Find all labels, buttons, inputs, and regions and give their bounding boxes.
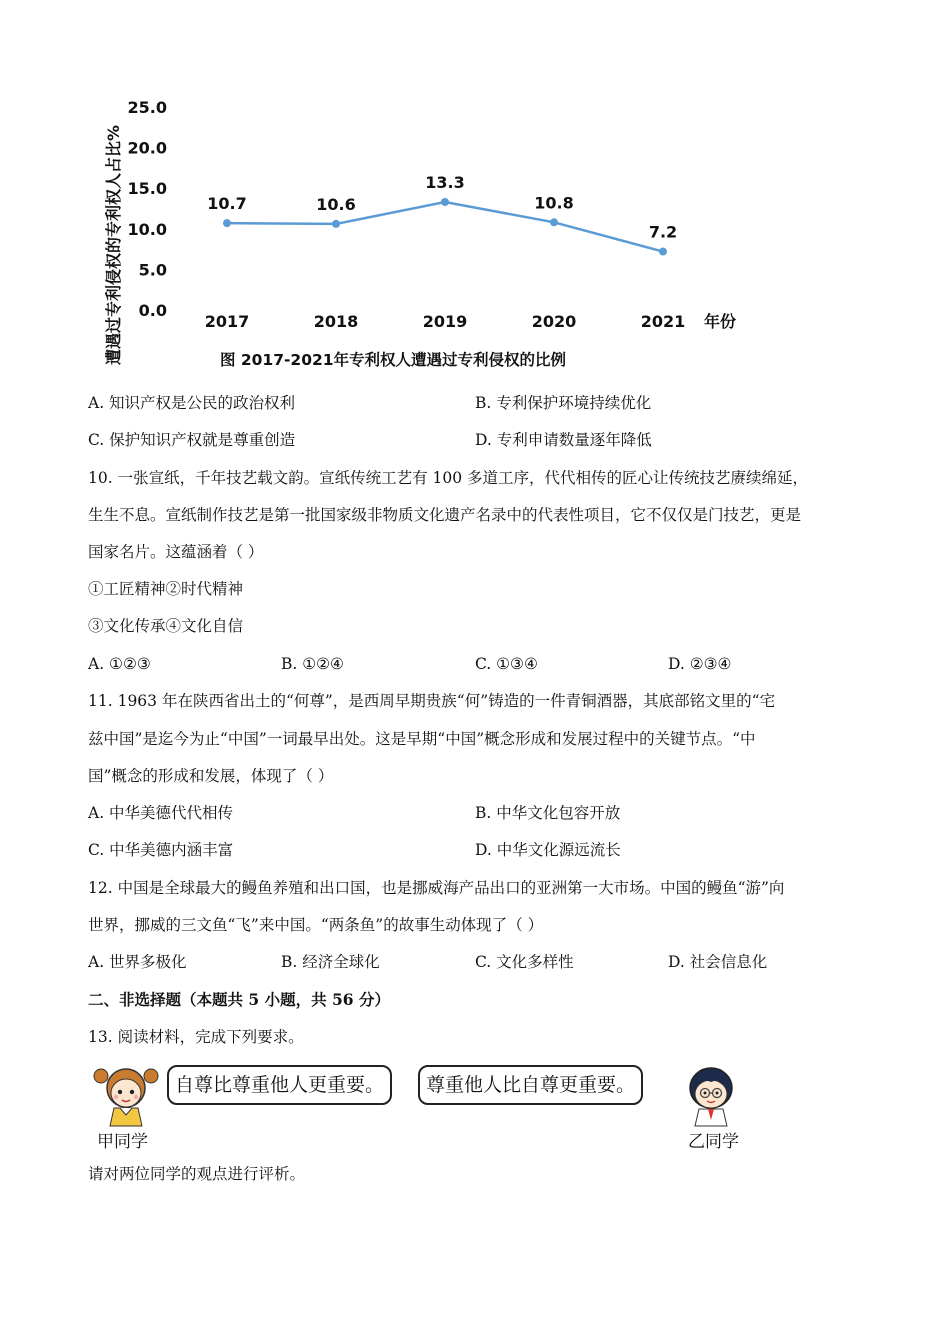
- data-label: 10.7: [207, 194, 247, 214]
- data-point: [223, 219, 231, 227]
- y-axis-title: 遭遇过专利侵权的专利权人占比%: [104, 124, 123, 366]
- q10-item-1: ①工匠精神②时代精神: [88, 580, 244, 598]
- q12-option-c: C. 文化多样性: [475, 953, 574, 971]
- q11-stem-line-2: 兹中国”是迄今为止“中国”一词最早出处。这是早期“中国”概念形成和发展过程中的关键节点。“中: [88, 730, 756, 748]
- q10-option-c: C. ①③④: [475, 655, 538, 673]
- student-b-label: 乙同学: [688, 1132, 739, 1152]
- q9-option-c: C. 保护知识产权就是尊重创造: [88, 431, 296, 449]
- y-tick-label: 20.0: [127, 138, 167, 158]
- boy-avatar-icon: [680, 1062, 742, 1128]
- q13-stem: 13. 阅读材料，完成下列要求。: [88, 1028, 304, 1046]
- q11-stem-line-3: 国”概念的形成和发展，体现了（ ）: [88, 767, 334, 785]
- q11-option-b: B. 中华文化包容开放: [475, 804, 621, 822]
- data-label: 13.3: [425, 173, 465, 193]
- q10-stem-line-1: 10. 一张宣纸，千年技艺载文韵。宣纸传统工艺有 100 多道工序，代代相传的匠心让传统技艺赓续绵延，: [88, 469, 809, 487]
- y-tick-label: 25.0: [127, 98, 167, 117]
- line-chart: [95, 80, 795, 380]
- x-tick-label: 2017: [204, 312, 250, 331]
- student-a-label: 甲同学: [97, 1132, 148, 1152]
- q9-option-b: B. 专利保护环境持续优化: [475, 394, 652, 412]
- q12-option-b: B. 经济全球化: [281, 953, 380, 971]
- x-tick-labels: [205, 312, 686, 331]
- x-tick-label: 2019: [422, 312, 468, 331]
- q11-option-c: C. 中华美德内涵丰富: [88, 841, 234, 859]
- chart-title: 图 2017-2021年专利权人遭遇过专利侵权的比例: [219, 351, 567, 369]
- q9-option-a: A. 知识产权是公民的政治权利: [88, 394, 296, 412]
- q10-stem-line-2: 生生不息。宣纸制作技艺是第一批国家级非物质文化遗产名录中的代表性项目，它不仅仅是门技艺，更是: [88, 506, 802, 524]
- data-point: [441, 198, 449, 206]
- data-point: [659, 248, 667, 256]
- q12-stem-line-1: 12. 中国是全球最大的鳗鱼养殖和出口国，也是挪威海产品出口的亚洲第一大市场。中国的鳗鱼“游”向: [88, 879, 785, 897]
- y-tick-label: 15.0: [127, 179, 167, 199]
- section-heading: 二、非选择题（本题共 5 小题，共 56 分）: [88, 990, 390, 1009]
- q12-option-d: D. 社会信息化: [668, 953, 768, 971]
- q10-stem-line-3: 国家名片。这蕴涵着（ ）: [88, 543, 264, 561]
- series-line: [227, 202, 663, 252]
- data-point: [550, 218, 558, 226]
- y-tick-label: 0.0: [138, 301, 167, 320]
- q11-option-a: A. 中华美德代代相传: [88, 804, 234, 822]
- data-label: 7.2: [648, 222, 678, 242]
- data-points: [223, 198, 667, 256]
- q10-option-b: B. ①②④: [281, 655, 344, 673]
- data-label: 10.6: [316, 194, 356, 214]
- data-point: [332, 220, 340, 228]
- q13-task: 请对两位同学的观点进行评析。: [88, 1165, 306, 1183]
- y-tick-labels: [128, 98, 167, 320]
- girl-avatar-icon: [92, 1062, 160, 1128]
- speech-bubble-left: 自尊比尊重他人更重要。: [167, 1065, 392, 1105]
- x-tick-label: 2021: [640, 312, 686, 331]
- q12-option-a: A. 世界多极化: [88, 953, 187, 971]
- x-axis-title: 年份: [703, 312, 737, 331]
- data-label: 10.8: [534, 193, 574, 213]
- q10-option-d: D. ②③④: [668, 655, 732, 673]
- x-tick-label: 2018: [313, 312, 359, 331]
- q9-option-d: D. 专利申请数量逐年降低: [475, 431, 652, 449]
- q11-stem-line-1: 11. 1963 年在陕西省出土的“何尊”，是西周早期贵族“何”铸造的一件青铜酒器，其底部铭文里的“宅: [88, 692, 776, 710]
- q12-stem-line-2: 世界，挪威的三文鱼“飞”来中国。“两条鱼”的故事生动体现了（ ）: [88, 916, 544, 934]
- y-axis-label: [104, 125, 123, 365]
- data-labels: [207, 173, 677, 242]
- q10-item-2: ③文化传承④文化自信: [88, 617, 244, 635]
- q11-option-d: D. 中华文化源远流长: [475, 841, 621, 859]
- y-tick-label: 10.0: [127, 219, 167, 239]
- speech-bubble-right: 尊重他人比自尊更重要。: [418, 1065, 643, 1105]
- y-tick-label: 5.0: [138, 260, 167, 280]
- q10-option-a: A. ①②③: [88, 655, 151, 673]
- x-tick-label: 2020: [531, 312, 577, 331]
